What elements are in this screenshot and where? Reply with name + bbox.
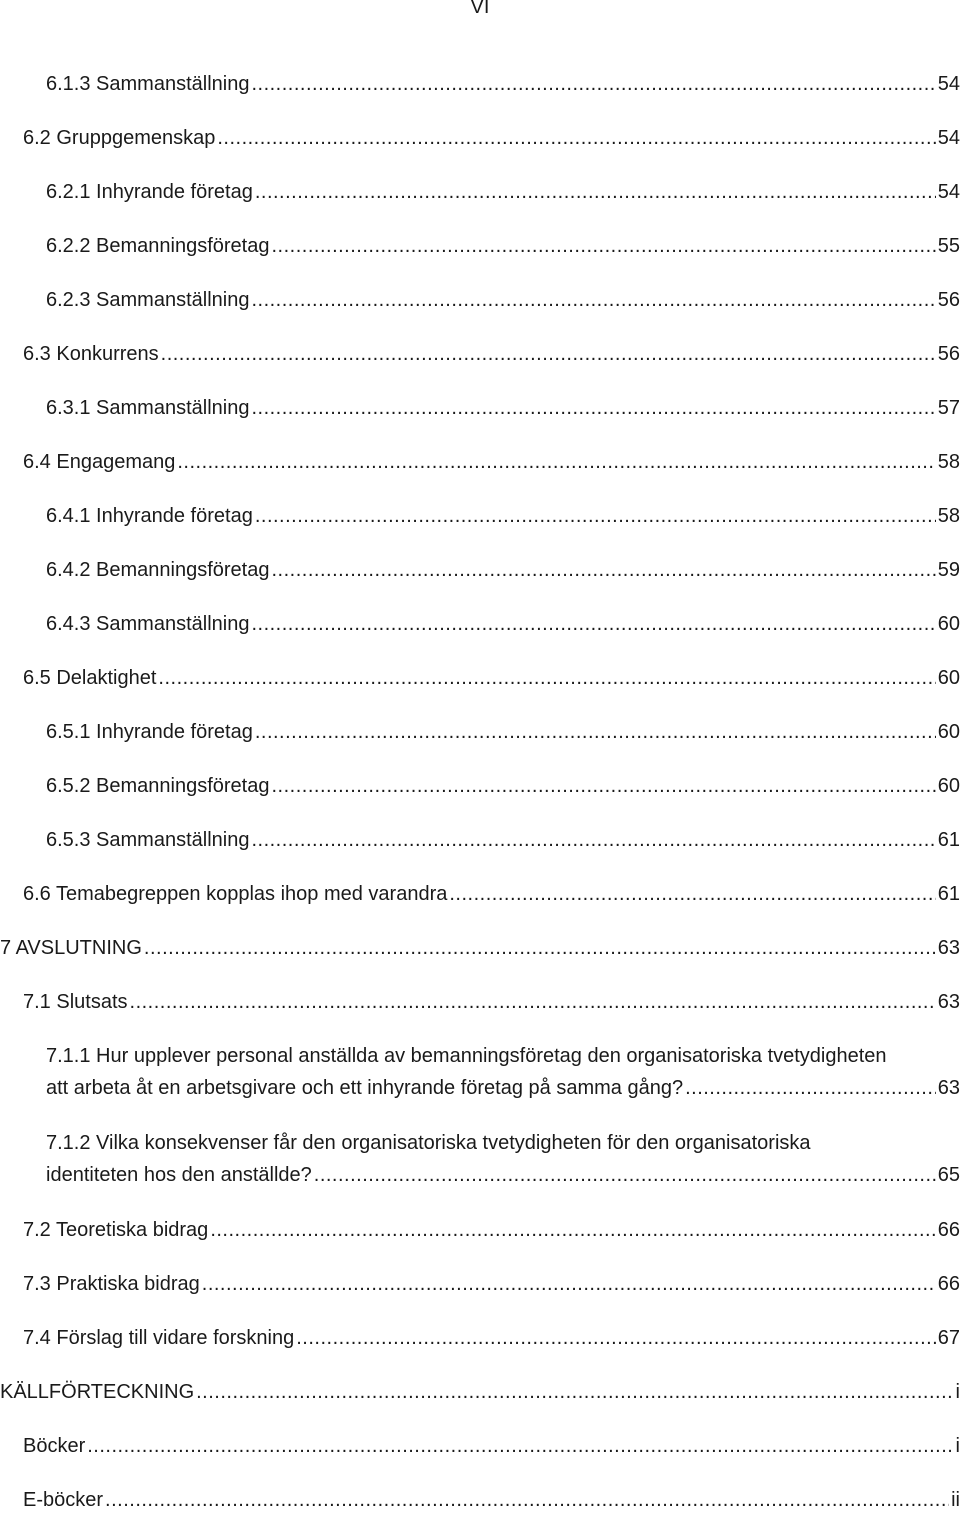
toc-entry-page: 58 (937, 451, 960, 473)
toc-entry[interactable] (0, 230, 960, 262)
toc-entry-title: E-böcker (23, 1489, 104, 1511)
toc-entry-title: att arbeta åt en arbetsgivare och ett inhyrande företag på samma gång? (46, 1077, 684, 1099)
toc-leader-dots (255, 176, 936, 208)
toc-leader-dots (314, 1159, 936, 1191)
toc-entry-title: 6.3.1 Sammanställning (46, 397, 250, 419)
toc-leader-dots (251, 392, 935, 424)
toc-leader-dots (255, 716, 936, 748)
toc-entry-title: 6.4.2 Bemanningsföretag (46, 559, 270, 581)
toc-entry[interactable] (0, 878, 960, 910)
toc-entry-page: i (955, 1381, 960, 1403)
toc-entry-page: 65 (937, 1164, 960, 1186)
toc-leader-dots (161, 338, 936, 370)
toc-entry-title: 7.1 Slutsats (23, 991, 128, 1013)
toc-entry[interactable] (0, 1322, 960, 1354)
toc-leader-dots (177, 446, 935, 478)
toc-entry[interactable] (0, 986, 960, 1018)
toc-entry[interactable] (0, 176, 960, 208)
toc-entry-page: ii (951, 1489, 960, 1511)
toc-entry[interactable] (0, 392, 960, 424)
toc-entry-title: 6.2.2 Bemanningsföretag (46, 235, 270, 257)
toc-entry-title: 6.2.1 Inhyrande företag (46, 181, 253, 203)
toc-leader-dots (251, 608, 935, 640)
toc-leader-dots (196, 1376, 953, 1408)
toc-leader-dots (144, 932, 936, 964)
toc-entry-page: 66 (937, 1273, 960, 1295)
toc-entry[interactable] (0, 284, 960, 316)
toc-entry-title: KÄLLFÖRTECKNING (0, 1381, 195, 1403)
toc-entry-page: 61 (937, 883, 960, 905)
toc-leader-dots (685, 1072, 936, 1104)
toc-entry-page: 60 (937, 613, 960, 635)
toc-entry-multiline[interactable] (0, 1040, 960, 1104)
toc-leader-dots (272, 230, 936, 262)
toc-entry[interactable] (0, 500, 960, 532)
toc-entry-title: 6.4.3 Sammanställning (46, 613, 250, 635)
toc-leader-dots (255, 500, 936, 532)
toc-entry-page: 67 (937, 1327, 960, 1349)
toc-entry-title: 6.4 Engagemang (23, 451, 176, 473)
toc-entry[interactable] (0, 770, 960, 802)
toc-entry-page: 54 (937, 181, 960, 203)
toc-entry-title: 6.5 Delaktighet (23, 667, 157, 689)
toc-leader-dots (251, 824, 935, 856)
toc-entry[interactable] (0, 338, 960, 370)
toc-entry-page: 63 (937, 991, 960, 1013)
toc-entry[interactable] (0, 446, 960, 478)
toc-entry-page: 58 (937, 505, 960, 527)
toc-entry-page: 56 (937, 289, 960, 311)
toc-entry-page: 60 (937, 775, 960, 797)
toc-entry[interactable] (0, 716, 960, 748)
toc-entry[interactable] (0, 68, 960, 100)
toc-entry-title-line1: 7.1.1 Hur upplever personal anställda av bemanningsföretag den organisatoriska tvetydigheten (46, 1045, 887, 1067)
toc-leader-dots (202, 1268, 936, 1300)
toc-entry-title: 6.5.1 Inhyrande företag (46, 721, 253, 743)
toc-leader-dots (130, 986, 936, 1018)
toc-entry-page: 59 (937, 559, 960, 581)
toc-entry-title: 6.5.3 Sammanställning (46, 829, 250, 851)
toc-entry-title: 6.1.3 Sammanställning (46, 73, 250, 95)
toc-entry-title: 6.5.2 Bemanningsföretag (46, 775, 270, 797)
toc-entry[interactable] (0, 1376, 960, 1408)
toc-entry[interactable] (0, 662, 960, 694)
toc-entry[interactable] (0, 824, 960, 856)
toc-entry-page: 61 (937, 829, 960, 851)
toc-entry[interactable] (0, 1430, 960, 1462)
toc-entry-title-line1: 7.1.2 Vilka konsekvenser får den organisatoriska tvetydigheten för den organisatoriska (46, 1132, 811, 1154)
toc-entry-page: 60 (937, 721, 960, 743)
toc-entry-page: 57 (937, 397, 960, 419)
toc-leader-dots (158, 662, 935, 694)
toc-entry[interactable] (0, 1268, 960, 1300)
toc-entry-page: 54 (937, 127, 960, 149)
toc-entry-page: i (955, 1435, 960, 1457)
toc-entry-page: 56 (937, 343, 960, 365)
toc-leader-dots (272, 554, 936, 586)
toc-leader-dots (251, 284, 935, 316)
toc-leader-dots (210, 1214, 935, 1246)
toc-entry-title: 6.2 Gruppgemenskap (23, 127, 216, 149)
toc-entry[interactable] (0, 122, 960, 154)
toc-entry-title: Böcker (23, 1435, 86, 1457)
toc-leader-dots (217, 122, 935, 154)
toc-entry-title: 6.3 Konkurrens (23, 343, 159, 365)
toc-entry-title: 7.4 Förslag till vidare forskning (23, 1327, 295, 1349)
toc-entry-page: 54 (937, 73, 960, 95)
toc-leader-dots (105, 1484, 949, 1516)
toc-entry[interactable] (0, 1484, 960, 1516)
toc-entry[interactable] (0, 1214, 960, 1246)
toc-leader-dots (296, 1322, 936, 1354)
toc-entry-title: 7 AVSLUTNING (0, 937, 142, 959)
toc-leader-dots (251, 68, 935, 100)
toc-entry[interactable] (0, 932, 960, 964)
toc-leader-dots (87, 1430, 953, 1462)
toc-leader-dots (449, 878, 935, 910)
toc-entry-title: identiteten hos den anställde? (46, 1164, 312, 1186)
toc-entry-title: 6.4.1 Inhyrande företag (46, 505, 253, 527)
toc-entry-page: 55 (937, 235, 960, 257)
toc-entry-title: 6.2.3 Sammanställning (46, 289, 250, 311)
toc-entry-title: 7.3 Praktiska bidrag (23, 1273, 200, 1295)
page-number: VI (470, 0, 490, 18)
toc-leader-dots (272, 770, 936, 802)
toc-entry[interactable] (0, 608, 960, 640)
toc-entry-page: 66 (937, 1219, 960, 1241)
toc-entry[interactable] (0, 554, 960, 586)
toc-entry-title: 6.6 Temabegreppen kopplas ihop med varandra (23, 883, 448, 905)
toc-entry-page: 63 (937, 937, 960, 959)
toc-entry-multiline[interactable] (0, 1127, 960, 1191)
toc-entry-title: 7.2 Teoretiska bidrag (23, 1219, 209, 1241)
toc-entry-page: 63 (937, 1077, 960, 1099)
toc-entry-page: 60 (937, 667, 960, 689)
